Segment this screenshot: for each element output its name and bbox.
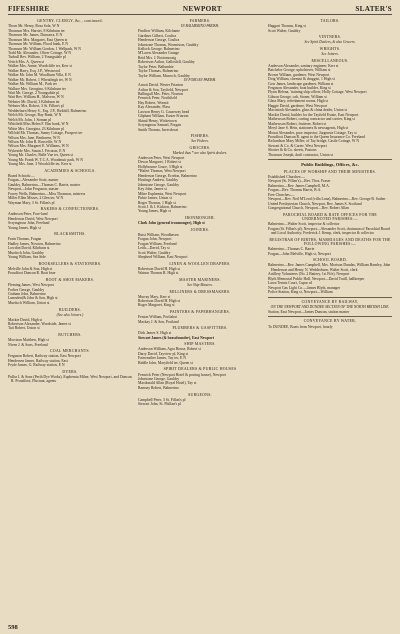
directory-entry: Johnstone Thomas, Wormiston, Gauldry bbox=[138, 42, 199, 47]
directory-entry: Johnstone George, Gauldry bbox=[138, 376, 180, 381]
directory-entry: Gardiner Gilbert, Coultra bbox=[138, 33, 177, 38]
column-left bbox=[8, 17, 132, 628]
section-heading: GENTRY, CLERGY, &c., continued. bbox=[37, 19, 103, 24]
directory-entry: Anderson Peter, Fore-land bbox=[8, 212, 48, 217]
header-publisher: SLATER'S bbox=[355, 5, 392, 13]
section-note: IN FORGAN PARISH. bbox=[183, 78, 217, 83]
directory-entry: Scott J. & J. Kirkton, Balmerino bbox=[138, 204, 187, 209]
directory-entry: Mathewson Robert, carting contractor and carrier, King st bbox=[268, 117, 355, 122]
directory-entry: Milne Euphemia, West Newport bbox=[138, 191, 187, 196]
directory-entry: Proudfoot Duncan R. Boat brae bbox=[8, 271, 56, 276]
directory-entry: Turbull Rev. William, 2 Youngsdale pl bbox=[8, 55, 66, 60]
directory-entry: Anderson William, Agra House, Robert st bbox=[138, 347, 201, 352]
directory-entry: Wilfold Mr. Thomas, Sunny Cottage, Prospect ter bbox=[8, 131, 83, 136]
directory-entry: Wallace Mrs. Georgina, 6 Kilnburn ter bbox=[8, 86, 66, 91]
header-county: FIFESHIRE bbox=[8, 5, 50, 13]
directory-entry: Biddle John, Maryfield ter, Queen st bbox=[138, 360, 193, 365]
directory-entry: Board Schools:— bbox=[8, 173, 35, 178]
directory-entry: Haggie David, gardener, West Newport bbox=[268, 103, 328, 108]
directory-entry: Macintosh Alexander, glass & china dealer, Union st bbox=[268, 108, 347, 113]
directory-entry: Henderson David, West Newport bbox=[8, 216, 58, 221]
directory-entry: Kellock George, Balmerino bbox=[138, 47, 180, 51]
directory-entry: Thomson Joseph, draft contractor, Union st bbox=[268, 152, 333, 157]
directory-entry: Hay Robert, Wormit bbox=[138, 100, 169, 105]
section-note: See Joiners. bbox=[321, 52, 339, 57]
section-note: See Ship Masters. bbox=[187, 282, 213, 287]
section-heading: BLACKSMITHS. bbox=[54, 232, 86, 237]
directory-entry: Webster Mr. David, 3 Kilnburn ter bbox=[8, 99, 60, 104]
section-heading: COAL MERCHANTS. bbox=[49, 349, 91, 354]
directory-entry: Haggart Thomas, King st bbox=[268, 24, 306, 29]
directory-entry: Fenwick Peter, Northfield bbox=[138, 96, 177, 101]
directory-entry: Todd Mr. Alexander, Oliver Cottage, W N bbox=[8, 50, 72, 55]
directory-entry: Key John, James st bbox=[138, 187, 167, 192]
directory-entry: Forgan—Alexander Scott, master bbox=[8, 178, 59, 183]
directory-entry: Dick James S. High st bbox=[138, 331, 172, 336]
directory-entry: Murdoch John, Gauldry bbox=[8, 250, 44, 255]
directory-entry: Young James, High st bbox=[8, 225, 41, 230]
directory-entry: Kay Alexander, Flass bbox=[138, 105, 171, 110]
directory-entry: Balmerino—Thomas C. Barrie bbox=[268, 247, 315, 252]
section-heading: IRONMONGER. bbox=[184, 216, 216, 221]
section-heading: BUTCHERS. bbox=[58, 333, 82, 338]
section-heading: WRIGHTS. bbox=[319, 47, 341, 52]
header-town: NEWPORT bbox=[182, 5, 222, 13]
directory-entry: Johnstone George, Gauldry bbox=[138, 182, 180, 187]
directory-entry: Ramsay Robert, Balmerino bbox=[138, 385, 179, 390]
directory-entry: Lawson Henry G. Causeway head bbox=[138, 109, 190, 114]
directory-entry: Taylor Peter, Ballumbie bbox=[138, 64, 174, 69]
directory-entry: Wedderburn Henry S., Esq. J.P., Birkhill, Balmerino bbox=[8, 108, 87, 113]
section-note: (See also Joiners.) bbox=[56, 312, 84, 317]
directory-entry: Mackie David, High st bbox=[8, 317, 43, 322]
section-divider bbox=[268, 316, 392, 317]
directory-entry: Shepherd William, East Newport bbox=[138, 255, 188, 260]
directory-entry: Wilson Mrs. Jane, Benhaven, W N bbox=[8, 135, 60, 140]
directory-entry: Balmerino—Rev. James Campbell, Mrs. Morison Dundas, William Barnley, John Henderson and Henry N. Wedderburn, Walter Scott, clerk bbox=[268, 263, 391, 272]
directory-entry: Lawn Tennis Court, Cupar rd bbox=[268, 281, 312, 286]
section-note: IN BALMERINO PARISH. bbox=[181, 24, 219, 29]
directory-entry: Scrymgeour Samuel, Forgan bbox=[138, 123, 181, 128]
directory-entry: Walker Mr. John M. Woodburn Villa, E N bbox=[8, 73, 71, 78]
directory-entry: Skinal Henry, Wicketown bbox=[138, 118, 177, 123]
directory-entry: *Hafert Thomas, West Newport bbox=[138, 169, 186, 174]
directory-entry: Forgan—Rev. Thomas Harris, B.A. bbox=[268, 188, 322, 193]
section-heading: PLUMBERS & GASFITTERS. bbox=[172, 326, 228, 331]
section-heading: LINEN & WOOLLEN DRAPERS. bbox=[169, 261, 231, 266]
directory-entry: Proudfoot Duncan R. agent to the Queen Insurance Co. Freeland bbox=[268, 135, 365, 139]
directory-entry: Fryde James, G. Railway station, E N bbox=[8, 363, 65, 368]
directory-entry: Gibson George, cab, Stoner, William st bbox=[268, 94, 327, 99]
directory-entry: Darry David, Tayview pl, King st bbox=[138, 351, 189, 356]
directory-entry: Frain Thomas, Forgan bbox=[8, 237, 42, 242]
directory-entry: Brown William, gardener, West Newport bbox=[268, 72, 330, 77]
directory-entry: Murdoch William, Union st bbox=[8, 300, 50, 305]
directory-entry: Newport (St. Fillan's)—Rev. Thos. Fraser bbox=[268, 179, 331, 184]
directory-entry: Whitfield Miss Helen F. Elm bank, W N bbox=[8, 122, 69, 127]
directory-entry: Taylor Thomas, Balmerino bbox=[138, 69, 179, 74]
page-header bbox=[8, 5, 392, 15]
columns bbox=[8, 17, 392, 628]
section-heading: MISCELLANEOUS. bbox=[311, 58, 349, 63]
directory-entry: Doig William, chemist & druggist, 1 High st bbox=[268, 77, 335, 82]
section-heading: JOINERS. bbox=[190, 227, 210, 232]
column-middle bbox=[138, 17, 262, 628]
directory-entry: Fairweather James, Tay ter, E N bbox=[138, 356, 186, 361]
column-right bbox=[268, 17, 392, 628]
section-heading: CONVEYANCE BY RAILWAY, bbox=[301, 299, 359, 304]
directory-entry: Thomson Mrs. Harriet, 8 Kilnburn ter bbox=[8, 28, 65, 33]
section-note: See Fishers. bbox=[191, 139, 209, 144]
section-heading: TAILORS. bbox=[320, 19, 340, 24]
directory-entry: Macdonald Allan (Royal Hotel), Tay st bbox=[138, 381, 197, 386]
directory-entry: Meryl Jane S. Hein, stationers & newsagents, High st bbox=[268, 126, 349, 131]
directory-entry: Shorter & & Co. sheets, Pastons bbox=[268, 148, 317, 153]
directory-entry: Henderson George, Errelon, Balmerino bbox=[138, 173, 197, 178]
directory-entry: Ferguson Alexander, boat builder, King st bbox=[268, 86, 331, 91]
directory-entry: Walker Mrs. Annie, Woodcliffe ter, Kerr st bbox=[8, 64, 72, 69]
directory-entry: To DUNDEE, Boats from Newport, hourly bbox=[268, 324, 333, 329]
directory-entry: Reid Mrs. J. Bottomcraig bbox=[138, 55, 177, 60]
directory-entry: Gliphant William, Easter Friarton bbox=[138, 114, 189, 119]
directory-entry: Mackay J. & Son, Portland bbox=[138, 319, 179, 324]
directory-entry: Mouat Alexander, poor inspector, Jurgensie Cottage, Tay st bbox=[268, 130, 357, 135]
directory-entry: Pullar J. & Sons (Perth Dye Works), Euphemia Milne, West Newport, and Duncan R. Proudfoot, Fluctuat, agents bbox=[8, 374, 132, 384]
section-heading: FARMERS. bbox=[189, 19, 211, 24]
directory-entry: Scott Walter, Gauldry bbox=[138, 250, 171, 255]
section-heading: SPIRIT DEALERS & PUBLIC HOUSES bbox=[163, 367, 237, 372]
section-heading: CONVEYANCE BY WATER, bbox=[303, 319, 357, 324]
directory-entry: Walker Harry, Esq. J.P., Westwood bbox=[8, 68, 61, 73]
public-buildings-heading: Public Buildings, Offices, &c. bbox=[301, 162, 359, 168]
directory-entry: United Presbyterian Church, Newport, Rev. James S. Scotland bbox=[268, 201, 362, 206]
directory-entry: Pirkie James, Union st bbox=[138, 196, 172, 201]
directory-entry: Ballingall Mrs. Peter, Nowton bbox=[138, 92, 184, 97]
directory-entry: White Mrs. Georgina, 23 Kilnburn pl bbox=[8, 126, 64, 131]
directory-entry: Blyth Memorial Public Hall, Newport—David Traill, hallkeeper bbox=[268, 276, 365, 281]
section-heading: GROCERS. bbox=[189, 145, 211, 150]
directory-entry: Arnott David, Wester Friarton bbox=[138, 83, 184, 88]
directory-entry: Balmerino—Rev. James Campbell, M.A. bbox=[268, 183, 330, 188]
directory-entry: Walker Mr. William M., Park ter bbox=[8, 82, 57, 87]
section-heading: BOOT & SHOE MAKERS. bbox=[45, 278, 95, 283]
directory-entry: Dewar Margaret, 1 Robert st bbox=[138, 160, 181, 165]
directory-entry: Miller Ellen Misses, 2 Glen ter, W N bbox=[8, 196, 64, 201]
directory-entry: Flynn Helena, 'training ship officer, Holly Cottage, West Newport bbox=[268, 90, 367, 95]
directory-entry: Tait Robert, Union st bbox=[8, 326, 40, 331]
directory-entry: Batchelor George, upholsterer, William st bbox=[268, 68, 331, 73]
page-number: 598 bbox=[8, 624, 18, 631]
directory-entry: Young Mrs. Jane, 3 Woodcliffe ter, Kerr st bbox=[8, 162, 72, 167]
section-heading: BUILDERS. bbox=[58, 307, 82, 312]
directory-entry: Free Churches:— bbox=[268, 192, 295, 197]
directory-entry: Fenton William, Portlahai bbox=[138, 315, 177, 320]
section-note: Marked thus * are also Spirit dealers. bbox=[172, 151, 228, 156]
directory-entry: Forgan William, Freeland bbox=[138, 241, 177, 246]
directory-entry: Station, East Newport—James Duncan, station master bbox=[268, 309, 350, 314]
directory-entry: Robertson David H. High st bbox=[138, 266, 180, 271]
directory-entry: Established Churches:— bbox=[268, 174, 306, 179]
section-divider bbox=[268, 159, 392, 160]
directory-entry: Hostings Andrew, Gauldry bbox=[138, 178, 179, 183]
section-heading: REGISTRAR OF BIRTHS, MARRIAGES AND DEATHS FOR THE FOLLOWING PARISHES:— bbox=[269, 237, 391, 247]
directory-entry: Forrey Wells, Balmerino—Miss Thomson, mistress bbox=[8, 191, 86, 196]
section-note: ON THE NEWPORT AND DUNDEE SECTION OF THE NORTH BRITISH LINE. bbox=[270, 304, 390, 309]
section-heading: PAROCHIAL BOARD & RATE OFFICES FOR THE UNDERNOTED PARISHES:— bbox=[282, 212, 378, 222]
section-heading: SHIP MASTERS. bbox=[184, 342, 216, 347]
directory-entry: Mathewson Robert, fruiterer, Robert st bbox=[268, 121, 327, 126]
directory-entry: Young Mr. Frank W. T.C.A. Woodmuir park, W N bbox=[8, 157, 84, 162]
directory-entry: Gow James, landscape gardener, William st bbox=[268, 81, 334, 86]
directory-entry: Graham John, Balmerino bbox=[8, 291, 46, 296]
directory-entry: Niven J. & Sons, Freeland bbox=[8, 342, 48, 347]
directory-entry: Scrymgeour John, Freeland bbox=[8, 221, 50, 226]
directory-entry: Richardson Mary Miller, of Tay bridge, Castle Cottage, W N bbox=[268, 139, 360, 144]
directory-entry: Walker Mr. Robert, 1 Wheatleigh ter, W N bbox=[8, 77, 72, 82]
directory-entry: Young James, High st bbox=[138, 209, 171, 214]
directory-entry: Forgan (St. Fillan's pl), Newport—Alexander Scott, chairman of Parochial Board and Local Authority; Frederick J. Kemp, clerk, inspector & collector bbox=[268, 226, 390, 236]
directory-entry: Artillery Volunteers (No. 2 Battery, 1st Fife), Newport bbox=[268, 272, 350, 277]
directory-entry: Newport—Rev. Neil M'Leod (villa Lona), Balmerino—Rev. George B. Suther bbox=[268, 197, 386, 202]
directory-entry: Robertson Alexander, Woodside, James st bbox=[8, 321, 71, 326]
directory-entry: Welch Mr. John, 1 Sirman pl bbox=[8, 117, 52, 122]
section-heading: PAINTERS & PAPERHANGERS. bbox=[169, 310, 231, 315]
directory-entry: Anderson Alexander, sanitary engineer, Kerr st bbox=[268, 63, 339, 68]
directory-entry: Thorn Mr. Henry, Rosa Sola, W N bbox=[8, 24, 60, 29]
directory-entry: Campbell Peter, 3 St. Fillan's pl bbox=[138, 397, 186, 402]
section-heading: SCHOOL BOARD. bbox=[312, 258, 348, 263]
directory-entry: Melville John & Son, High st bbox=[8, 266, 53, 271]
directory-entry: Stewart John, St. Phillan's pl bbox=[138, 402, 181, 406]
directory-entry: Balmerino—Walter Scott, inspector & collector bbox=[268, 222, 340, 227]
directory-entry: Wykeside Mrs. Susan J. Fricaton, E N bbox=[8, 148, 66, 153]
directory-entry: Veitch Mrs. A. Queen st bbox=[8, 59, 45, 64]
directory-entry: Buist William, Woodhaven bbox=[138, 232, 179, 237]
directory-entry: Forbes George, Gauldry bbox=[8, 287, 45, 292]
directory-entry: Glass Mary, refreshment rooms, High st bbox=[268, 99, 329, 104]
directory-entry: Police Station, King st, Newport—William bbox=[268, 290, 333, 295]
directory-entry: Wayman Mary, 3 St. Fillan's pl bbox=[8, 200, 55, 205]
directory-entry: Ferguson Robert, Railway station, East Newport bbox=[8, 354, 81, 359]
directory-entry: Wilson Mr. John B. Rossville, W N bbox=[8, 140, 62, 145]
section-heading: BAKERS & CONFECTIONERS. bbox=[40, 207, 100, 212]
directory-entry: Congregational Church, Newport—Rev. Robert Allan bbox=[268, 206, 349, 211]
directory-entry: Wilson Mrs. Margaret E. Williams, W N bbox=[8, 144, 69, 149]
section-heading: MILLINERS & DRESSMAKERS. bbox=[169, 289, 231, 294]
directory-entry: Mackie David, builder for the Tayfield Estate, East Newport bbox=[268, 112, 359, 117]
section-divider bbox=[268, 297, 392, 298]
directory-entry: Thomson Mr. William, Flood bank, E N bbox=[8, 42, 69, 47]
directory-entry: Thomson Mr. James, Duncarra, E N bbox=[8, 33, 63, 38]
section-heading: VINTNERS. bbox=[318, 35, 342, 40]
directory-entry: Murray Mary, Kerr st bbox=[138, 294, 171, 299]
section-heading: PLACES OF WORSHIP AND THEIR MINISTERS. bbox=[283, 169, 377, 174]
section-heading: ACADEMIES & SCHOOLS. bbox=[44, 168, 96, 173]
directory-entry: Roger Thomas, 1 High st bbox=[138, 200, 176, 205]
section-note: See Spirit Dealers, & also Grocers. bbox=[304, 40, 356, 45]
directory-entry: Hadley James, Nowton, Balmerino bbox=[8, 241, 61, 246]
directory-entry: Young William, Sea Side bbox=[8, 255, 46, 260]
directory-entry: Findlow William, Kilchanie bbox=[138, 29, 180, 34]
directory-entry: M'Laren Alexander Grange bbox=[138, 51, 180, 56]
directory-entry: Anderson Peter, West Newport bbox=[138, 155, 185, 160]
section-heading: FISHERS. bbox=[190, 134, 210, 139]
directory-entry: Hollybourne Grace, 3 High st bbox=[138, 164, 183, 169]
directory-entry: Fenwick Peter (Newport Hotel & posting house), Newport bbox=[138, 372, 226, 377]
directory-entry: Young Mr. Charles, Balle Vue ter, Queen st bbox=[8, 153, 74, 158]
directory-entry: Henderson George, Coultra bbox=[138, 38, 180, 43]
directory-entry: Watt Rev. William H., Malvern, W N bbox=[8, 95, 64, 100]
directory-entry: Newport Gas Light Co.—James Blyth, manager bbox=[268, 285, 341, 290]
directory-entry: Fleming James, West Newport bbox=[8, 283, 54, 288]
directory-entry: Thomson Mr. William Gordon, 1 Wellpark, W N bbox=[8, 46, 82, 51]
directory-entry: Robertson David H. High st bbox=[138, 299, 180, 304]
directory-entry: Lowdon David, Kilnburn st bbox=[8, 246, 50, 251]
directory-entry: Watson Thomas R. High st bbox=[138, 271, 179, 276]
section-heading: DYERS. bbox=[62, 369, 78, 374]
directory-entry: Webster Mrs. Robert, 3 St. Fillan's pl bbox=[8, 104, 64, 109]
directory-entry: Arthur & Son, Tayfield, Newport bbox=[138, 87, 188, 92]
directory-entry: Scott Walter, Gauldry bbox=[268, 28, 301, 33]
section-heading: BOOKSELLERS & STATIONERS. bbox=[38, 261, 102, 266]
directory-entry: Stewart & Co. & Carter, West Newport bbox=[268, 143, 327, 148]
directory-entry: Watt Mr. George, 2 Youngsdale pl bbox=[8, 91, 60, 96]
directory-entry: Thomson Mrs. Margaret, East Queen st bbox=[8, 37, 68, 42]
directory-entry: Newport—John Ferguson, master bbox=[8, 187, 59, 192]
directory-entry: Smith Thomas, Inverdovat bbox=[138, 127, 179, 132]
section-heading: MASTER MARINERS. bbox=[179, 277, 221, 282]
directory-entry: Morrison Matthew, High st bbox=[8, 338, 49, 343]
directory-entry-bold: Stewart James (& brassfounder), East Newport bbox=[138, 335, 215, 340]
section-heading: SURGEONS. bbox=[188, 392, 212, 397]
directory-entry: Welch Mr. George, Bay Bank, W N bbox=[8, 113, 62, 118]
directory-entry: Robertson Arthur, Galloshill, Gauldry bbox=[138, 60, 195, 65]
directory-entry: Lumsden(& John & Son, High st bbox=[8, 296, 58, 301]
directory-entry: Hendersen James, Railway station, East bbox=[8, 358, 68, 363]
directory-entry: Forgan John, Newport bbox=[138, 237, 172, 242]
directory-entry: Gauldry, Balmerino—Thomas C. Barrie, master bbox=[8, 182, 81, 187]
directory-entry: Taylor William, Murroch, Gauldry bbox=[138, 73, 190, 78]
directory-entry-bold: Clark John (general ironmonger), High st bbox=[138, 221, 205, 226]
directory-entry: Forgan—John Melville, High st, Newport bbox=[268, 251, 331, 256]
directory-entry: Roger Margaret, King st bbox=[138, 303, 175, 308]
directory-entry: Leith—David, Tay st bbox=[138, 246, 170, 251]
